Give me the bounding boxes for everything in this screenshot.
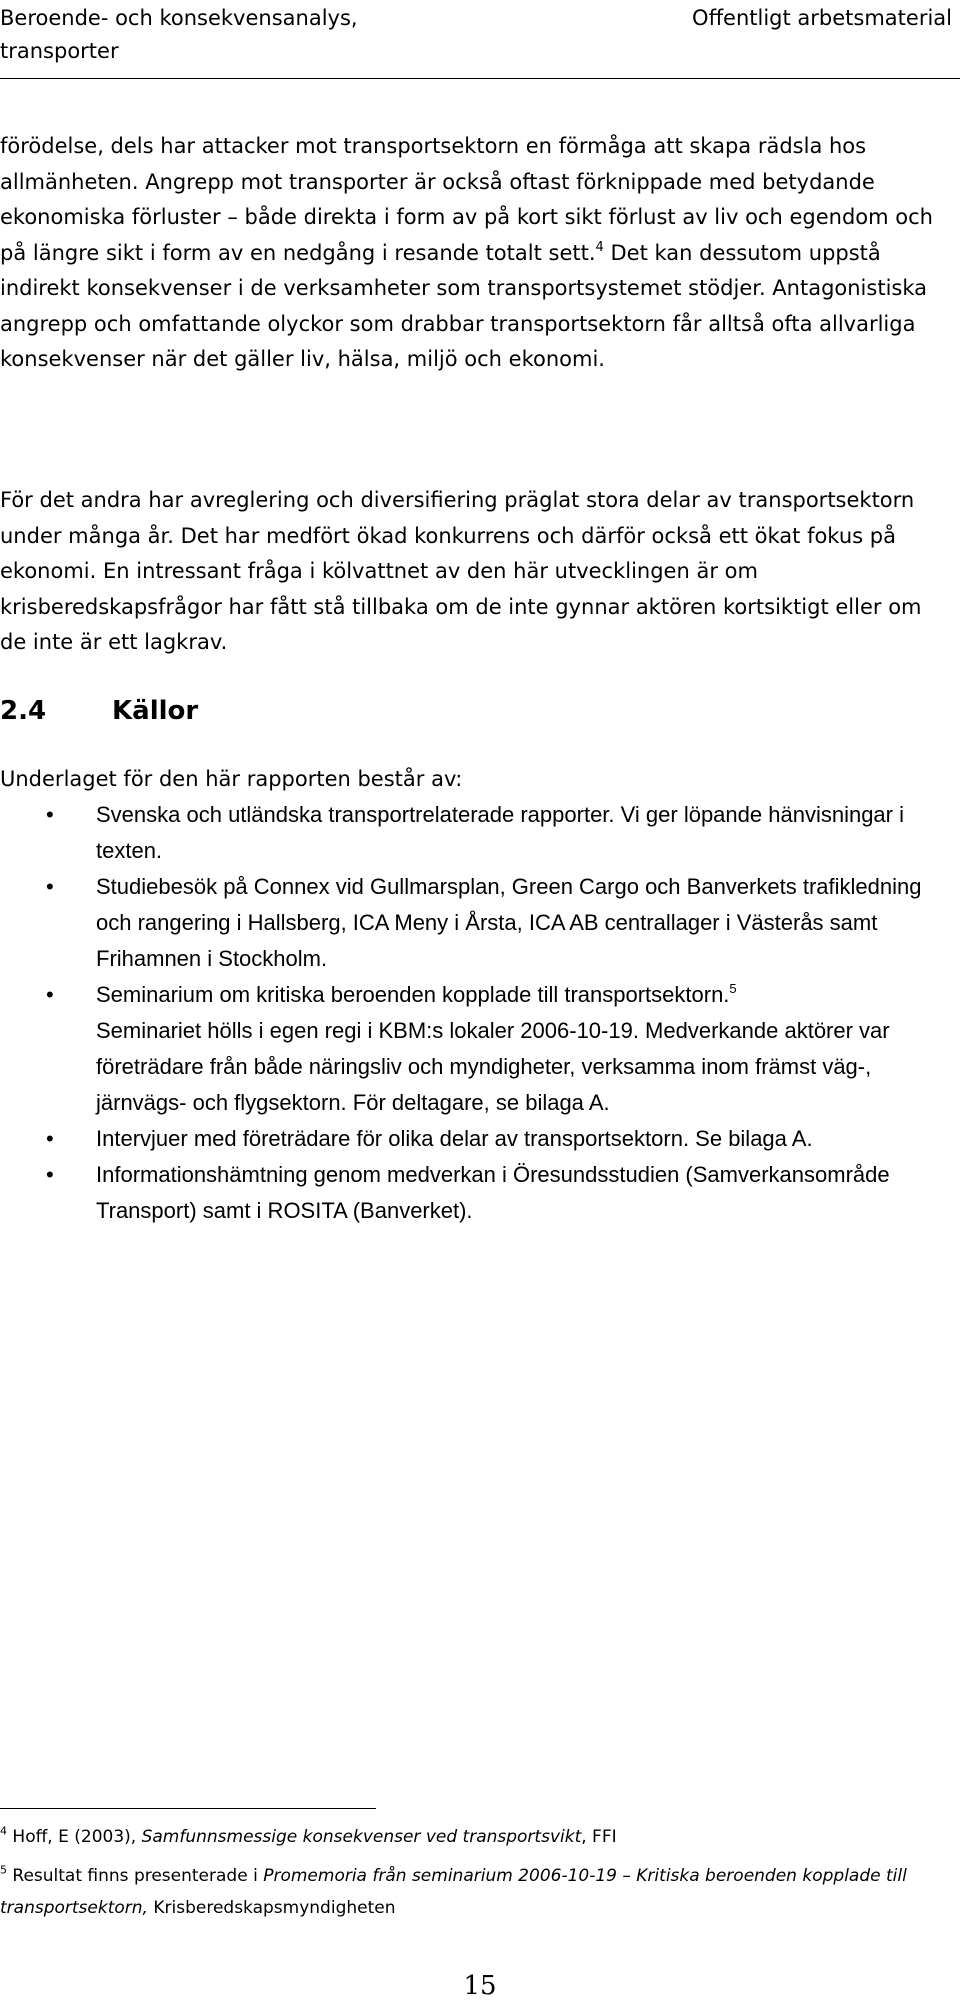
bullet-icon: •: [46, 982, 54, 1007]
list-item-text: Studiebesök på Connex vid Gullmarsplan, Green Cargo och Banverkets trafikledning och rangering i Hallsberg, ICA Meny i Årsta, ICA AB centrallager i Västerås samt Frihamnen i Stockholm.: [96, 874, 922, 971]
sources-list: [0, 797, 960, 1229]
footnote-ref-4[interactable]: 4: [595, 239, 604, 255]
list-item: [0, 797, 960, 869]
bullet-icon: •: [46, 802, 54, 827]
footnote-text: Resultat finns presenterade i: [12, 1866, 264, 1886]
bullet-icon: •: [46, 1162, 54, 1187]
footnote-4: [0, 1821, 945, 1853]
list-item-text: Seminarium om kritiska beroenden kopplade till transportsektorn.: [96, 982, 730, 1007]
header-title-line1: Beroende- och konsekvensanalys,: [0, 6, 358, 30]
list-item: [0, 977, 960, 1121]
list-item: [0, 869, 960, 977]
section-heading: [0, 693, 198, 729]
list-item-text: Informationshämtning genom medverkan i Öresundsstudien (Samverkansområde Transport) samt i ROSITA (Banverket).: [96, 1162, 890, 1223]
header-rule: [0, 78, 960, 79]
body-paragraph-1: [0, 129, 945, 378]
footnote-text-end: Krisberedskapsmyndigheten: [147, 1898, 396, 1918]
footnote-separator: [0, 1808, 376, 1809]
footnote-text-end: , FFI: [581, 1827, 617, 1847]
footnote-number: 4: [0, 1824, 7, 1838]
footnote-title: Promemoria från seminarium 2006-10-19 – Kritiska beroenden kopplade till transportsektorn,: [0, 1866, 907, 1918]
paragraph-1-part-1: förödelse, dels har attacker mot transportsektorn en förmåga att skapa rädsla hos allmänheten. Angrepp mot transporter är också oftast förknippade med betydande ekonomiska förluster – både direkta i form av på kort sikt förlust av liv och egendom och på längre sikt i form av en nedgång i resande totalt sett.: [0, 134, 933, 265]
footnote-5: [0, 1860, 945, 1924]
body-paragraph-2: För det andra har avreglering och diversifiering präglat stora delar av transportsektorn under många år. Det har medfört ökad konkurrens och därför också ett ökat fokus på ekonomi. En intressant fråga i kölvattnet av den här utvecklingen är om krisberedskapsfrågor har fått stå tillbaka om de inte gynnar aktören kortsiktigt eller om de inte är ett lagkrav.: [0, 488, 922, 654]
bullet-icon: •: [46, 1126, 54, 1151]
section-number: 2.4: [0, 696, 47, 726]
list-item-text-continued: Seminariet hölls i egen regi i KBM:s lokaler 2006-10-19. Medverkande aktörer var företrädare från både näringsliv och myndigheter, verksamma inom främst väg-, järnvägs- och flygsektorn. För deltagare, se bilaga A.: [96, 1018, 890, 1115]
list-item: [0, 1121, 960, 1157]
list-item: [0, 1157, 960, 1229]
header-title-line2: transporter: [0, 39, 119, 63]
page-number: 15: [463, 1971, 497, 2001]
running-header-left: [0, 2, 520, 68]
footnote-title: Samfunnsmessige konsekvenser ved transportsvikt: [141, 1827, 582, 1847]
footnote-number: 5: [0, 1863, 7, 1877]
footnote-ref-5[interactable]: 5: [729, 980, 737, 996]
list-item-text: Svenska och utländska transportrelaterade rapporter. Vi ger löpande hänvisningar i texten.: [96, 802, 904, 863]
running-header-right: Offentligt arbetsmaterial: [692, 6, 952, 30]
bullet-icon: •: [46, 874, 54, 899]
footnote-text: Hoff, E (2003),: [12, 1827, 142, 1847]
sources-intro: Underlaget för den här rapporten består av:: [0, 767, 463, 791]
paragraph-1-part-2: Det kan dessutom uppstå indirekt konsekvenser i de verksamheter som transportsystemet stödjer. Antagonistiska angrepp och omfattande olyckor som drabbar transportsektorn får alltså ofta allvarliga konsekvenser när det gäller liv, hälsa, miljö och ekonomi.: [0, 240, 928, 371]
section-title: Källor: [112, 696, 199, 726]
list-item-text: Intervjuer med företrädare för olika delar av transportsektorn. Se bilaga A.: [96, 1126, 813, 1151]
